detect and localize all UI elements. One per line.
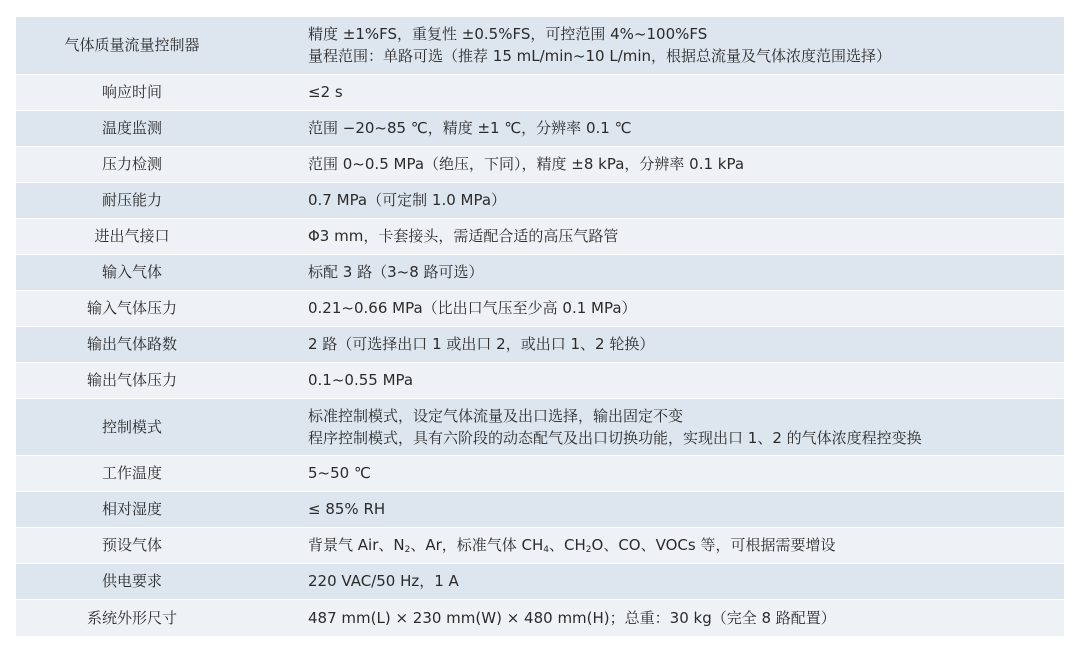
spec-row-temperature-monitoring — [16, 110, 1064, 146]
spec-value — [248, 326, 1064, 362]
spec-name: 输出气体压力 — [16, 362, 248, 398]
spec-value — [248, 455, 1064, 491]
spec-name: 控制模式 — [16, 398, 248, 455]
spec-row-gas-ports — [16, 218, 1064, 254]
spec-value-line: 0.21~0.66 MPa（比出口气压至少高 0.1 MPa） — [308, 299, 637, 317]
spec-value-line: 量程范围：单路可选（推荐 15 mL/min~10 L/min，根据总流量及气体浓度范围选择） — [308, 47, 892, 66]
spec-row-input-gas — [16, 254, 1064, 290]
spec-row-working-temperature — [16, 455, 1064, 491]
spec-value-line: 标配 3 路（3~8 路可选） — [308, 263, 484, 281]
spec-row-output-pressure — [16, 362, 1064, 398]
spec-value — [248, 182, 1064, 218]
spec-name: 气体质量流量控制器 — [16, 17, 248, 74]
spec-value — [248, 398, 1064, 455]
spec-name: 输入气体压力 — [16, 290, 248, 326]
spec-value-line: ≤ 85% RH — [308, 500, 386, 518]
spec-value — [248, 218, 1064, 254]
spec-value — [248, 254, 1064, 290]
spec-value-line: 487 mm(L) × 230 mm(W) × 480 mm(H)；总重：30 kg（完全 8 路配置） — [308, 608, 836, 627]
gas-text: 背景气 Air、N — [308, 536, 405, 554]
spec-row-output-channels — [16, 326, 1064, 362]
spec-row-relative-humidity — [16, 491, 1064, 527]
spec-value-line: 0.7 MPa（可定制 1.0 MPa） — [308, 191, 507, 209]
spec-row-preset-gases — [16, 527, 1064, 563]
spec-row-pressure-detection — [16, 146, 1064, 182]
spec-row-input-pressure — [16, 290, 1064, 326]
spec-row-control-mode — [16, 398, 1064, 455]
spec-value-line: 程序控制模式，具有六阶段的动态配气及出口切换功能，实现出口 1、2 的气体浓度程控变换 — [308, 428, 922, 447]
gas-text: 、Ar，标准气体 CH — [410, 536, 544, 554]
spec-name: 系统外形尺寸 — [16, 599, 248, 636]
spec-row-power-supply — [16, 563, 1064, 599]
spec-row-dimensions — [16, 599, 1064, 636]
spec-name: 进出气接口 — [16, 218, 248, 254]
spec-value-line: 标准控制模式，设定气体流量及出口选择，输出固定不变 — [308, 406, 684, 425]
spec-value — [248, 110, 1064, 146]
spec-row-pressure-rating — [16, 182, 1064, 218]
spec-value — [248, 362, 1064, 398]
spec-value-line: 范围 0~0.5 MPa（绝压，下同），精度 ±8 kPa，分辨率 0.1 kPa — [308, 155, 745, 173]
spec-value — [248, 527, 1064, 563]
subscript: 2 — [585, 545, 592, 555]
spec-value-line: 范围 −20~85 ℃，精度 ±1 ℃，分辨率 0.1 ℃ — [308, 119, 632, 137]
spec-name: 供电要求 — [16, 563, 248, 599]
spec-value-line: 0.1~0.55 MPa — [308, 371, 414, 389]
spec-name: 预设气体 — [16, 527, 248, 563]
spec-value-line: 5~50 ℃ — [308, 464, 371, 482]
spec-value — [248, 74, 1064, 110]
spec-value — [248, 599, 1064, 636]
spec-name: 工作温度 — [16, 455, 248, 491]
spec-name: 输入气体 — [16, 254, 248, 290]
spec-row-mfc — [16, 17, 1064, 74]
spec-value-line: ≤2 s — [308, 83, 343, 101]
spec-value — [248, 491, 1064, 527]
spec-name: 相对湿度 — [16, 491, 248, 527]
subscript: 4 — [543, 545, 550, 555]
spec-row-response-time — [16, 74, 1064, 110]
spec-name: 耐压能力 — [16, 182, 248, 218]
spec-value — [248, 290, 1064, 326]
spec-value-line: Φ3 mm，卡套接头，需适配合适的高压气路管 — [308, 227, 619, 245]
spec-value-line: 220 VAC/50 Hz，1 A — [308, 572, 459, 590]
spec-name: 压力检测 — [16, 146, 248, 182]
spec-name: 响应时间 — [16, 74, 248, 110]
spec-name: 输出气体路数 — [16, 326, 248, 362]
spec-value — [248, 563, 1064, 599]
spec-value — [248, 17, 1064, 74]
spec-value — [248, 146, 1064, 182]
spec-name: 温度监测 — [16, 110, 248, 146]
spec-value-line: 2 路（可选择出口 1 或出口 2，或出口 1、2 轮换） — [308, 335, 655, 353]
spec-value-line: 精度 ±1%FS，重复性 ±0.5%FS，可控范围 4%~100%FS — [308, 25, 708, 44]
spec-value-line — [308, 534, 1064, 556]
gas-text: 、CH — [549, 536, 586, 554]
gas-text: O、CO、VOCs 等，可根据需要增设 — [591, 536, 836, 554]
subscript: 2 — [404, 545, 411, 555]
spec-table — [16, 17, 1064, 637]
